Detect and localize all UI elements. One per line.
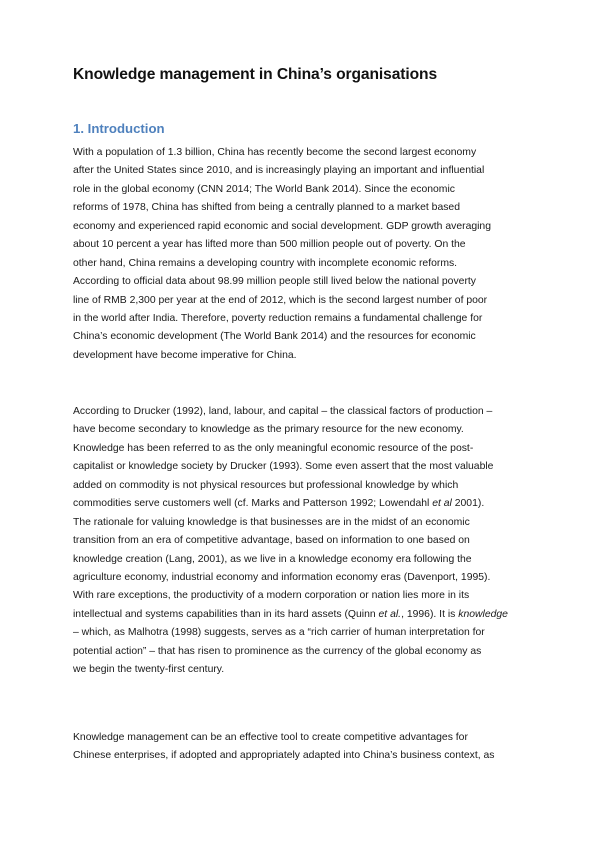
paragraph-line: we begin the twenty-first century. — [73, 664, 225, 676]
document-title: Knowledge management in China’s organisations — [73, 66, 438, 83]
paragraph-line — [73, 495, 523, 513]
paragraph-2 — [73, 403, 523, 680]
paragraph-line: Knowledge management can be an effective tool to create competitive advantages for — [73, 732, 468, 743]
paragraph-line: knowledge creation (Lang, 2001), as we live in a knowledge economy era following the — [73, 553, 472, 565]
paragraph-line: reforms of 1978, China has shifted from being a centrally planned to a market based — [73, 202, 460, 214]
emphasis-text: knowledge — [458, 608, 508, 620]
paragraph-line: China’s economic development (The World Bank 2014) and the resources for economic — [73, 331, 476, 343]
paragraph-1 — [73, 144, 523, 365]
line-text: intellectual and systems capabilities than in its hard assets (Quinn — [73, 608, 379, 620]
emphasis-text: et al. — [378, 608, 402, 620]
paragraph-line: agriculture economy, industrial economy and information economy eras (Davenport, 1995). — [73, 571, 491, 583]
paragraph-line: With a population of 1.3 billion, China has recently become the second largest economy — [73, 147, 477, 158]
paragraph-line: The rationale for valuing knowledge is that businesses are in the midst of an economic — [73, 516, 470, 528]
paragraph-line: added on commodity is not physical resources but professional knowledge by which — [73, 479, 459, 491]
paragraph-line: – which, as Malhotra (1998) suggests, serves as a “rich carrier of human interpretation for — [73, 627, 485, 639]
paragraph-line: According to official data about 98.99 million people still lived below the national poverty — [73, 276, 476, 288]
line-text: commodities serve customers well (cf. Marks and Patterson 1992; Lowendahl — [73, 498, 433, 510]
paragraph-line: about 10 percent a year has lifted more than 500 million people out of poverty. On the — [73, 239, 466, 251]
line-text: , 1996). It is — [401, 608, 459, 620]
paragraph-3 — [73, 729, 523, 766]
paragraph-line — [73, 606, 523, 624]
emphasis-text: et al — [432, 498, 452, 510]
paragraph-line: transition from an era of competitive advantage, based on information to one based on — [73, 535, 470, 547]
paragraph-line: Knowledge has been referred to as the only meaningful economic resource of the post- — [73, 442, 474, 454]
paragraph-line: With rare exceptions, the productivity of a modern corporation or nation lies more in its — [73, 590, 470, 602]
paragraph-line: other hand, China remains a developing country with incomplete economic reforms. — [73, 257, 458, 269]
section-heading-introduction: 1. Introduction — [73, 121, 165, 136]
paragraph-line: development have become imperative for China. — [73, 349, 297, 361]
paragraph-line: have become secondary to knowledge as the primary resource for the new economy. — [73, 424, 464, 436]
paragraph-line: role in the global economy (CNN 2014; The World Bank 2014). Since the economic — [73, 183, 455, 195]
paragraph-line: after the United States since 2010, and is increasingly playing an important and influential — [73, 165, 485, 177]
paragraph-line: Chinese enterprises, if adopted and appropriately adapted into China’s business context, as — [73, 750, 495, 762]
paragraph-line: economy and experienced rapid economic and social development. GDP growth averaging — [73, 220, 491, 232]
line-text: 2001). — [451, 498, 485, 510]
paragraph-line: potential action” – that has risen to prominence as the currency of the global economy as — [73, 645, 482, 657]
paragraph-line: capitalist or knowledge society by Drucker (1993). Some even assert that the most valuable — [73, 461, 494, 473]
paragraph-line: in the world after India. Therefore, poverty reduction remains a fundamental challenge for — [73, 312, 483, 324]
paragraph-line: line of RMB 2,300 per year at the end of 2012, which is the second largest number of poor — [73, 294, 488, 306]
paragraph-line: According to Drucker (1992), land, labour, and capital – the classical factors of production – — [73, 406, 493, 417]
